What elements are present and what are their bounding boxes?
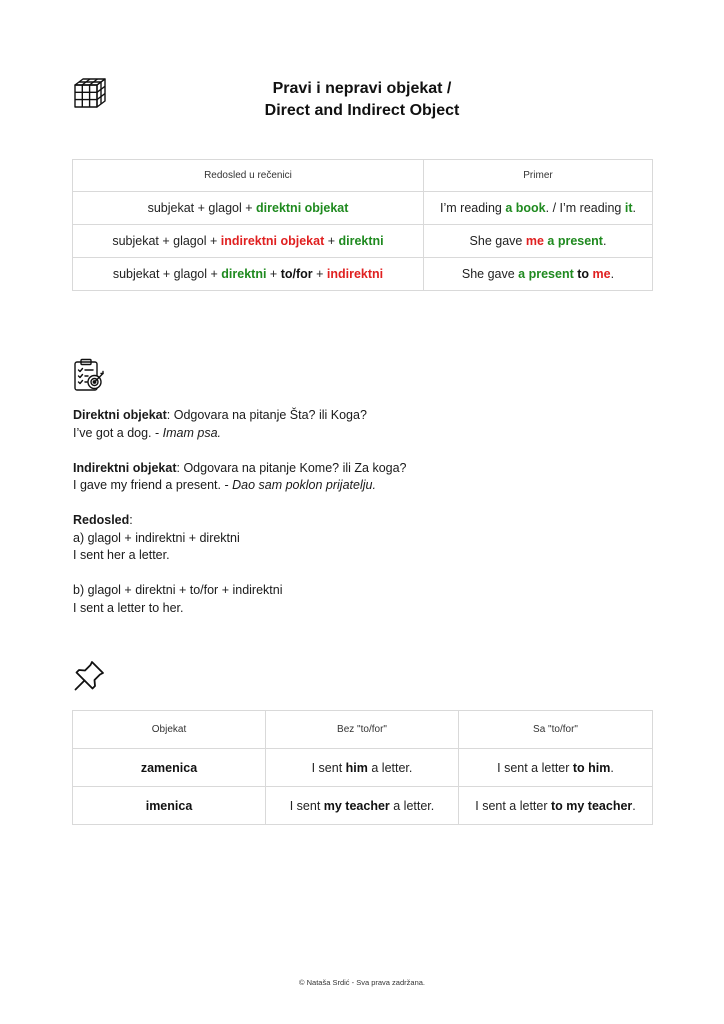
indirect-object-text: indirektni (326, 267, 384, 281)
example-cell (424, 258, 653, 291)
indirect-object-example: I gave my friend a present. - (73, 478, 233, 492)
clipboard-target-icon (73, 358, 107, 392)
plain-text: I sent a letter (475, 798, 551, 813)
table-header-row (73, 711, 653, 749)
page-title (0, 78, 724, 122)
direct-object-text: direktni (221, 267, 267, 281)
direct-object-label: Direktni objekat (73, 408, 167, 422)
table-row (73, 258, 653, 291)
title-line-1: Pravi i nepravi objekat / (272, 80, 452, 97)
plain-text: a letter. (389, 798, 435, 813)
explanation-notes (73, 407, 633, 635)
object-type-table (72, 710, 653, 825)
header-without-to-for: Bez "to/for" (266, 711, 459, 749)
plain-text: a letter. (367, 760, 413, 775)
direct-object-text: : Odgovara na pitanje Šta? ili Koga? (166, 408, 367, 422)
direct-object-translation: Imam psa. (162, 425, 221, 440)
indirect-object-note (73, 460, 633, 495)
direct-object-text: a book (505, 201, 546, 215)
direct-object-text: direktni objekat (256, 201, 349, 215)
with-to-for-cell (459, 787, 653, 825)
table-row (73, 787, 653, 825)
indirect-object-text: indirektni objekat (220, 234, 325, 248)
plain-text: + (266, 267, 281, 281)
order-a-example: I sent her a letter. (73, 548, 170, 562)
plain-text: . (602, 234, 607, 248)
example-cell (424, 225, 653, 258)
plain-text: . (610, 267, 615, 281)
object-type-cell: zamenica (73, 749, 266, 787)
indirect-object-text: me (592, 267, 611, 281)
plain-text: I sent a letter (497, 760, 573, 775)
plain-text: . (632, 201, 636, 215)
indirect-object-translation: Dao sam poklon prijatelju. (232, 478, 376, 492)
order-a-rule: a) glagol + indirektni + direktni (73, 530, 240, 545)
direct-object-text: a present (518, 267, 574, 281)
plain-text: I sent (289, 798, 324, 813)
table-header-row (73, 160, 653, 192)
plain-text: . / I’m reading (545, 201, 625, 215)
order-label: Redosled (73, 513, 130, 527)
header-object: Objekat (73, 711, 266, 749)
header-with-to-for: Sa "to/for" (459, 711, 653, 749)
pattern-cell (73, 225, 424, 258)
word-order-table (72, 159, 653, 291)
plain-text: . (610, 760, 614, 775)
emphasis-text: him (345, 760, 368, 775)
title-line-2: Direct and Indirect Object (264, 102, 460, 119)
with-to-for-cell (459, 749, 653, 787)
table-row (73, 749, 653, 787)
direct-object-example: I’ve got a dog. - (73, 425, 163, 440)
emphasis-text: to my teacher (550, 798, 633, 813)
without-to-for-cell (266, 787, 459, 825)
plain-text: subjekat + glagol + (147, 201, 257, 215)
pattern-cell (73, 258, 424, 291)
plain-text: + (312, 267, 327, 281)
emphasis-text: to him (572, 760, 611, 775)
order-colon: : (129, 513, 133, 527)
plain-text: subjekat + glagol + (112, 267, 222, 281)
plain-text: . (632, 798, 636, 813)
plain-text: I sent (311, 760, 346, 775)
header-example: Primer (424, 160, 653, 192)
plain-text: + (324, 234, 339, 248)
order-note-b (73, 582, 633, 617)
without-to-for-cell (266, 749, 459, 787)
direct-object-text: it (624, 201, 633, 215)
direct-object-text: direktni (338, 234, 384, 248)
emphasis-text: to (577, 267, 590, 281)
pushpin-icon (73, 660, 105, 692)
plain-text: She gave (461, 267, 519, 281)
example-cell (424, 192, 653, 225)
order-b-example: I sent a letter to her. (73, 600, 184, 615)
pattern-cell (73, 192, 424, 225)
plain-text: I’m reading (440, 201, 506, 215)
plain-text: She gave (469, 234, 526, 248)
emphasis-text: my teacher (323, 798, 390, 813)
direct-object-text: a present (547, 234, 603, 248)
order-note-a (73, 512, 633, 565)
object-type-cell: imenica (73, 787, 266, 825)
indirect-object-text: me (525, 234, 544, 248)
indirect-object-text: : Odgovara na pitanje Kome? ili Za koga? (176, 460, 407, 475)
direct-object-note (73, 407, 633, 442)
indirect-object-label: Indirektni objekat (73, 460, 177, 475)
copyright-footer: © Nataša Srdić - Sva prava zadržana. (299, 978, 425, 987)
plain-text: subjekat + glagol + (112, 234, 221, 248)
table-row (73, 225, 653, 258)
order-b-rule: b) glagol + direktni + to/for + indirektni (73, 583, 283, 597)
header-word-order: Redosled u rečenici (73, 160, 424, 192)
table-row (73, 192, 653, 225)
emphasis-text: to/for (280, 267, 313, 281)
